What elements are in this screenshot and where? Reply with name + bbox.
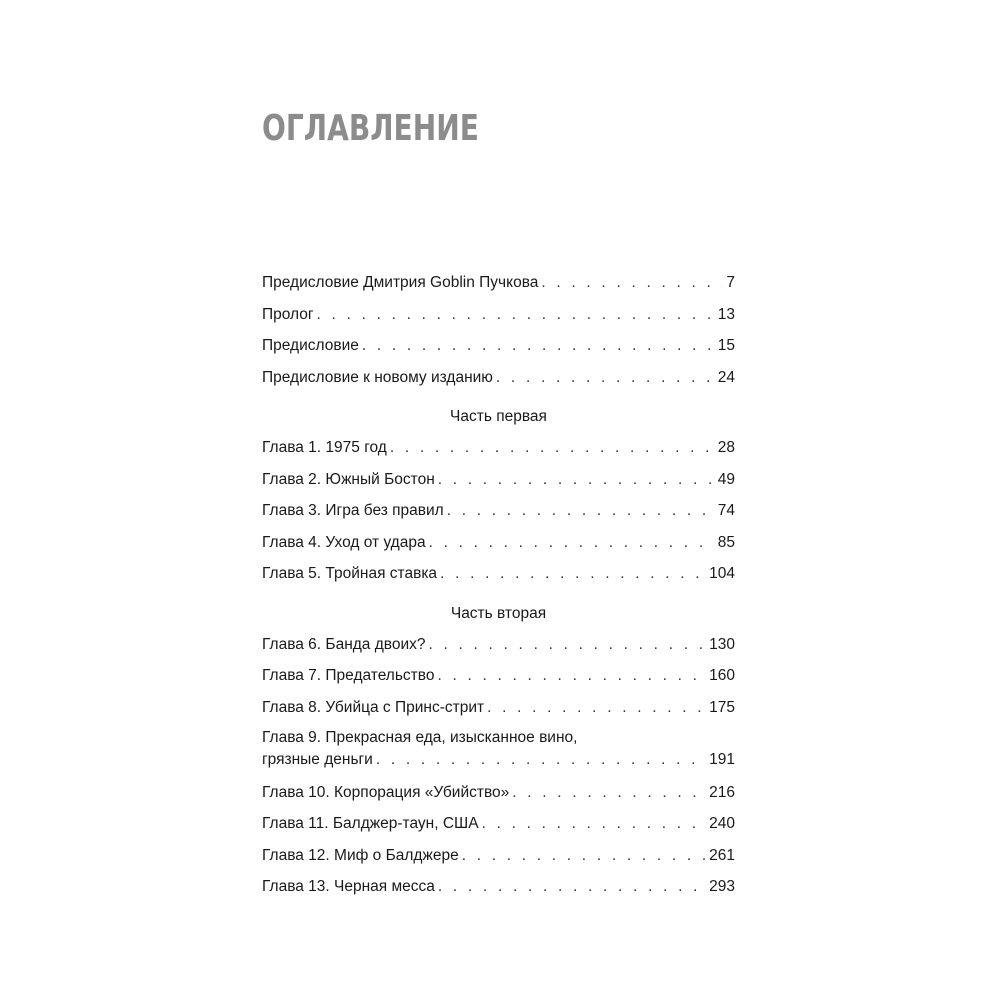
toc-entry-page: 261	[709, 846, 735, 864]
toc-entry-title: Глава 11. Балджер-таун, США	[262, 815, 479, 832]
dot-leader	[438, 875, 706, 899]
toc-entry-title: Глава 12. Миф о Балджере	[262, 846, 459, 864]
toc-entry-title: Глава 1. 1975 год	[262, 439, 387, 456]
toc-entry-title: Глава 8. Убийца с Принс-стрит	[262, 698, 485, 716]
toc-entry-chapter-1[interactable]	[262, 436, 735, 468]
toc-entry-page: 160	[709, 667, 735, 684]
dot-leader	[496, 366, 715, 390]
toc-entry-title: Пролог	[262, 305, 314, 323]
toc-entry-page: 293	[709, 878, 735, 895]
toc-entry-title: Предисловие Дмитрия Goblin Пучкова	[262, 274, 539, 291]
dot-leader	[462, 844, 706, 868]
dot-leader	[429, 531, 715, 555]
dot-leader	[437, 664, 706, 688]
toc-entry-page: 240	[709, 815, 735, 832]
toc-entry-title: Глава 5. Тройная ставка	[262, 565, 438, 582]
toc-entry-chapter-2[interactable]	[262, 468, 735, 500]
dot-leader	[428, 633, 706, 657]
toc-entry-chapter-10[interactable]	[262, 781, 735, 813]
toc-entry-chapter-8[interactable]	[262, 696, 735, 728]
dot-leader	[440, 562, 706, 586]
part-two-heading: Часть вторая	[450, 604, 547, 622]
toc-entry-page: 85	[717, 533, 735, 551]
dot-leader	[438, 468, 715, 492]
toc-entry-page: 49	[717, 470, 735, 488]
toc-entry-chapter-9[interactable]	[262, 727, 735, 775]
toc-entry-title: Глава 6. Банда двоих?	[262, 635, 426, 653]
toc-entry-title-line1: Глава 9. Прекрасная еда, изысканное вино,	[262, 729, 578, 746]
table-of-contents	[262, 271, 735, 907]
toc-entry-title: Глава 13. Черная месса	[262, 878, 435, 895]
toc-entry-page: 28	[717, 439, 735, 456]
dot-leader	[390, 436, 715, 460]
toc-entry-page: 24	[717, 368, 735, 386]
toc-entry-page: 191	[709, 751, 735, 768]
toc-entry-page: 130	[709, 635, 735, 653]
toc-entry-title-line2: грязные деньги	[262, 751, 373, 768]
toc-entry-chapter-13[interactable]	[262, 875, 735, 907]
toc-entry-title: Глава 2. Южный Бостон	[262, 470, 435, 488]
toc-entry-page: 175	[709, 698, 735, 716]
toc-entry-chapter-11[interactable]	[262, 812, 735, 844]
toc-entry-page: 74	[717, 502, 735, 519]
page-title: ОГЛАВЛЕНИЕ	[262, 108, 479, 149]
dot-leader	[487, 696, 706, 720]
toc-entry-foreword-goblin[interactable]	[262, 271, 735, 303]
toc-entry-title: Глава 3. Игра без правил	[262, 502, 444, 519]
toc-entry-title: Предисловие к новому изданию	[262, 368, 493, 386]
dot-leader	[541, 271, 723, 295]
dot-leader	[362, 334, 715, 358]
toc-entry-page: 104	[709, 565, 735, 582]
toc-entry-page: 216	[709, 783, 735, 801]
toc-entry-prologue[interactable]	[262, 303, 735, 335]
part-one-heading: Часть первая	[450, 408, 547, 425]
toc-entry-foreword[interactable]	[262, 334, 735, 366]
dot-leader	[482, 812, 707, 836]
toc-entry-chapter-7[interactable]	[262, 664, 735, 696]
dot-leader	[512, 781, 706, 805]
toc-entry-title: Глава 4. Уход от удара	[262, 533, 426, 551]
dot-leader	[447, 499, 715, 523]
toc-entry-page: 7	[726, 274, 735, 291]
toc-entry-chapter-3[interactable]	[262, 499, 735, 531]
dot-leader	[376, 749, 706, 771]
toc-entry-page: 15	[717, 337, 735, 354]
toc-entry-title: Глава 7. Предательство	[262, 667, 435, 684]
toc-entry-chapter-12[interactable]	[262, 844, 735, 876]
dot-leader	[317, 303, 715, 327]
toc-entry-chapter-4[interactable]	[262, 531, 735, 563]
toc-entry-title: Глава 10. Корпорация «Убийство»	[262, 783, 510, 801]
toc-entry-title: Предисловие	[262, 337, 359, 354]
toc-entry-chapter-6[interactable]	[262, 633, 735, 665]
toc-entry-page: 13	[717, 305, 735, 323]
toc-entry-new-edition-foreword[interactable]	[262, 366, 735, 398]
toc-entry-chapter-5[interactable]	[262, 562, 735, 594]
